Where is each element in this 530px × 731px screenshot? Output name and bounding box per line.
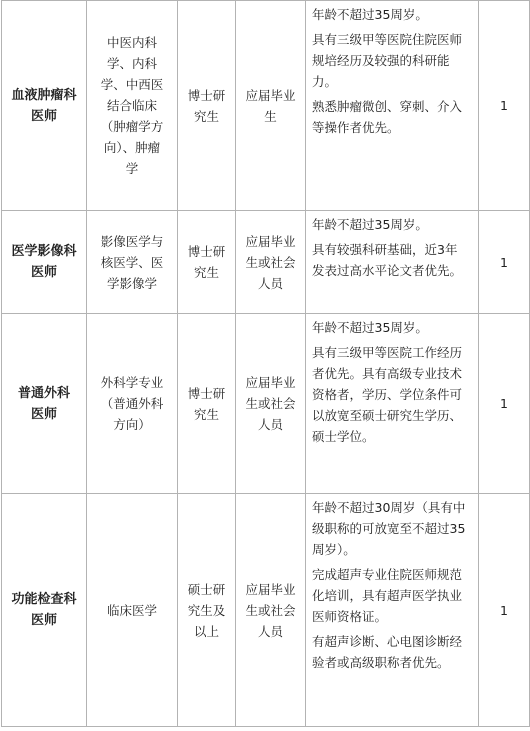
major-line: 向）、肿瘤 bbox=[103, 140, 161, 155]
requirement-line: 熟悉肿瘤微创、穿刺、介入 bbox=[312, 99, 463, 114]
requirement-paragraph bbox=[312, 317, 472, 338]
degree-line: 博士研 bbox=[187, 385, 226, 401]
requirement-line: 者优先。具有高级专业技术 bbox=[312, 366, 463, 381]
major-line: （普通外科 bbox=[100, 396, 164, 411]
identity-line: 生或社会 bbox=[245, 396, 296, 411]
count-cell: 1 bbox=[479, 494, 530, 727]
requirement-line: 年龄不超过35周岁。 bbox=[312, 217, 428, 232]
identity-cell bbox=[236, 494, 306, 727]
post-line: 医师 bbox=[30, 265, 57, 280]
major-line: 影像医学与 bbox=[100, 233, 164, 249]
requirement-line: 具有三级甲等医院住院医师 bbox=[312, 32, 463, 47]
requirement-line: 以放宽至硕士研究生学历、 bbox=[312, 408, 463, 423]
degree-line: 究生 bbox=[193, 108, 219, 124]
post-line: 普通外科 bbox=[17, 385, 70, 401]
degree-line: 以上 bbox=[193, 623, 219, 639]
degree-cell bbox=[178, 494, 236, 727]
recruitment-table bbox=[1, 0, 530, 727]
identity-line: 应届毕业 bbox=[245, 375, 296, 390]
requirement-line: 规培经历及较强的科研能 bbox=[312, 53, 450, 68]
table-row bbox=[2, 494, 530, 727]
identity-line: 人员 bbox=[257, 623, 283, 639]
table-row bbox=[2, 1, 530, 211]
requirement-line: 周岁）。 bbox=[312, 542, 356, 557]
degree-cell bbox=[178, 314, 236, 494]
identity-line: 应届毕业 bbox=[245, 87, 296, 103]
requirement-line: 发表过高水平论文者优先。 bbox=[312, 263, 463, 278]
requirement-line: 化培训，具有超声医学执业 bbox=[312, 588, 463, 603]
requirements-cell bbox=[306, 211, 479, 314]
major-cell bbox=[87, 211, 178, 314]
major-line: 学影像学 bbox=[106, 275, 157, 291]
post-line: 医师 bbox=[30, 406, 57, 422]
identity-line: 人员 bbox=[257, 417, 283, 432]
requirement-paragraph bbox=[312, 342, 472, 447]
requirements-cell bbox=[306, 1, 479, 211]
major-line: 方向） bbox=[113, 417, 151, 432]
degree-line: 究生及 bbox=[187, 602, 226, 618]
requirement-line: 年龄不超过35周岁。 bbox=[312, 320, 428, 335]
identity-cell bbox=[236, 211, 306, 314]
major-line: 结合临床 bbox=[106, 98, 157, 113]
requirement-line: 年龄不超过30周岁（具有中 bbox=[312, 500, 466, 515]
degree-line: 究生 bbox=[193, 406, 219, 422]
requirement-paragraph bbox=[312, 631, 472, 673]
requirement-paragraph bbox=[312, 96, 472, 138]
degree-cell bbox=[178, 211, 236, 314]
requirements-cell bbox=[306, 314, 479, 494]
identity-line: 应届毕业 bbox=[245, 581, 296, 597]
post-cell bbox=[2, 314, 87, 494]
degree-line: 博士研 bbox=[187, 244, 226, 259]
post-line: 医师 bbox=[30, 108, 57, 124]
major-line: 中医内科 bbox=[106, 35, 157, 50]
requirement-paragraph bbox=[312, 29, 472, 92]
degree-line: 究生 bbox=[193, 265, 219, 280]
requirement-line: 级职称的可放宽至不超过35 bbox=[312, 521, 466, 536]
count-cell: 1 bbox=[479, 314, 530, 494]
identity-line: 生或社会 bbox=[245, 254, 296, 270]
requirement-line: 完成超声专业住院医师规范 bbox=[312, 567, 463, 582]
requirement-line: 力。 bbox=[312, 74, 338, 89]
requirement-paragraph bbox=[312, 214, 472, 235]
requirement-line: 硕士学位。 bbox=[312, 429, 375, 444]
post-line: 功能检查科 bbox=[11, 592, 77, 607]
requirements-cell bbox=[306, 494, 479, 727]
requirement-paragraph bbox=[312, 239, 472, 281]
major-line: 学 bbox=[125, 161, 139, 176]
table-row bbox=[2, 314, 530, 494]
requirement-paragraph bbox=[312, 4, 472, 25]
post-line: 血液肿瘤科 bbox=[11, 87, 77, 103]
major-line: 外科学专业 bbox=[100, 375, 164, 390]
post-line: 医师 bbox=[30, 613, 57, 628]
requirement-line: 医师资格证。 bbox=[312, 609, 388, 624]
major-line: 学、中西医 bbox=[100, 77, 164, 92]
count-cell: 1 bbox=[479, 1, 530, 211]
count-cell: 1 bbox=[479, 211, 530, 314]
post-cell bbox=[2, 1, 87, 211]
identity-line: 应届毕业 bbox=[245, 233, 296, 249]
requirement-paragraph bbox=[312, 497, 472, 560]
requirement-line: 等操作者优先。 bbox=[312, 120, 400, 135]
identity-line: 生 bbox=[264, 108, 277, 124]
requirement-line: 有超声诊断、心电图诊断经 bbox=[312, 634, 463, 649]
recruitment-table-body bbox=[2, 1, 530, 727]
identity-line: 人员 bbox=[257, 275, 283, 291]
degree-cell bbox=[178, 1, 236, 211]
major-line: （肿瘤学方 bbox=[100, 119, 164, 134]
requirement-line: 资格者，学历、学位条件可 bbox=[312, 387, 463, 402]
requirement-paragraph bbox=[312, 564, 472, 627]
major-cell bbox=[87, 494, 178, 727]
degree-line: 博士研 bbox=[187, 87, 226, 103]
requirement-line: 验者或高级职称者优先。 bbox=[312, 655, 450, 670]
major-line: 学、内科 bbox=[106, 56, 157, 71]
table-row bbox=[2, 211, 530, 314]
requirement-line: 年龄不超过35周岁。 bbox=[312, 7, 428, 22]
identity-cell bbox=[236, 314, 306, 494]
identity-cell bbox=[236, 1, 306, 211]
identity-line: 生或社会 bbox=[245, 602, 296, 618]
major-cell bbox=[87, 1, 178, 211]
major-line: 核医学、医 bbox=[100, 254, 164, 270]
post-cell bbox=[2, 494, 87, 727]
post-line: 医学影像科 bbox=[11, 244, 77, 259]
requirement-line: 具有三级甲等医院工作经历 bbox=[312, 345, 463, 360]
degree-line: 硕士研 bbox=[187, 581, 226, 597]
major-cell bbox=[87, 314, 178, 494]
post-cell bbox=[2, 211, 87, 314]
requirement-line: 具有较强科研基础，近3年 bbox=[312, 242, 458, 257]
major-line: 临床医学 bbox=[106, 602, 157, 618]
